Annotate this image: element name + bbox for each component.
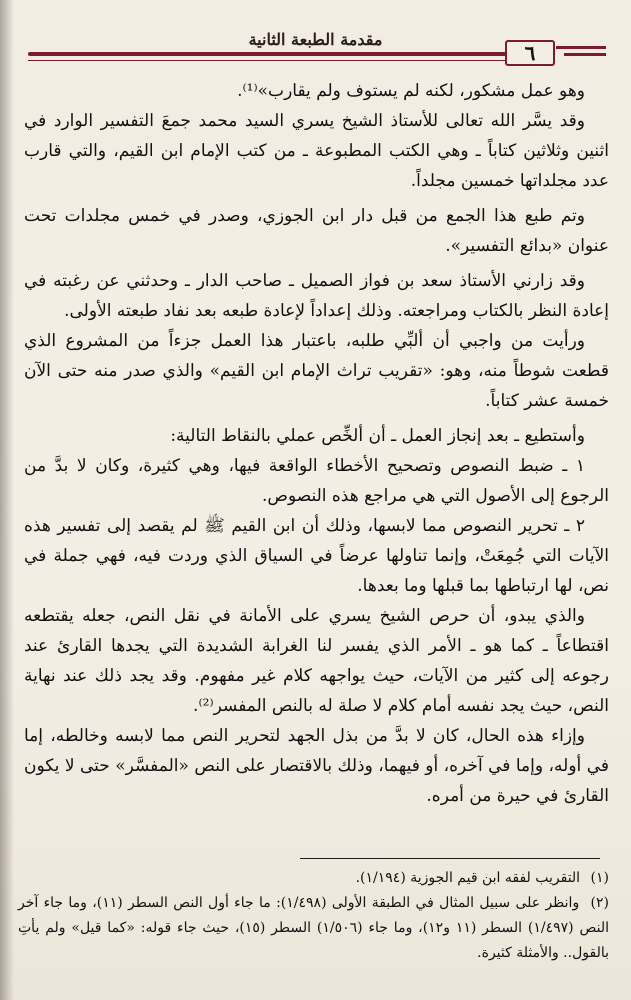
footnote-number: (٢): [590, 895, 609, 911]
header-ornament-dash: [564, 53, 606, 56]
paragraph: والذي يبدو، أن حرص الشيخ يسري على الأمانة في نقل النص، جعله يقتطعه اقتطاعاً ـ كما هو ـ الأمر الذي يفسر لنا الغرابة الشديدة التي يجدها القارئ عند رجوعه إلى كثير من الآيات، حيث يواجهه كلام غير مفهوم. وقد يجد ذلك عند نهاية النص، حيث يجد نفسه أمام كلام لا صلة له بالنص المفسر⁽²⁾.: [24, 606, 609, 716]
paragraph: وإزاء هذه الحال، كان لا بدَّ من بذل الجهد لتحرير النص مما لابسه وخالطه، إما في أوله، وإما في آخره، أو فيهما، وذلك بالاقتصار على النص «المفسَّر» حتى لا يكون القارئ في حيرة من أمره.: [24, 726, 609, 806]
running-title: مقدمة الطبعة الثانية: [248, 30, 383, 49]
page-number: ٦: [505, 40, 555, 66]
page-edge-shadow: [0, 0, 14, 1000]
paragraph: وقد زارني الأستاذ سعد بن فواز الصميل ـ صاحب الدار ـ وحدثني عن رغبته في إعادة النظر بالكتاب ومراجعته. وذلك إعداداً لإعادة طبعه بعد نفاد طبعته الأولى.: [24, 271, 609, 321]
header-ornament-dash: [556, 46, 606, 49]
footnotes: [18, 866, 609, 966]
footnote-text: وانظر على سبيل المثال في الطبقة الأولى (١/٤٩٨): ما جاء أول النص السطر (١١)، وما جاء آخر النص (١/٤٩٧) السطر (١١ و١٢)، وما جاء (١/٥٠٦) السطر (١٥)، حيث جاء قوله: «كما قيل» ولم يأتِ بالقول.. والأمثلة كثيرة.: [18, 895, 609, 961]
footnote-1: [18, 866, 609, 891]
footnote-separator: [300, 858, 600, 859]
page-header: [0, 0, 631, 82]
header-rule: [28, 52, 506, 56]
paragraph: وقد يسَّر الله تعالى للأستاذ الشيخ يسري السيد محمد جمعَ التفسير الوارد في اثنين وثلاثين كتاباً ـ وهي الكتب المطبوعة ـ من كتب الإمام ابن القيم، والتي قارب عدد مجلداتها خمسين مجلداً.: [24, 111, 609, 191]
paragraph: وأستطيع ـ بعد إنجاز العمل ـ أن ألخِّص عملي بالنقاط التالية:: [170, 426, 585, 446]
list-point-2: ٢ ـ تحرير النصوص مما لابسها، وذلك أن ابن القيم ﷺ لم يقصد إلى تفسير هذه الآيات التي جُمِعَتْ، وإنما تناولها عرضاً في السياق الذي وردت فيه، فهي جملة في نص، لها ارتباطها بما قبلها وما بعدها.: [24, 516, 609, 596]
footnote-2: [18, 891, 609, 966]
main-text: [24, 76, 609, 811]
list-point-1: ١ ـ ضبط النصوص وتصحيح الأخطاء الواقعة فيها، وهي كثيرة، وكان لا بدَّ من الرجوع إلى الأصول التي هي مراجع هذه النصوص.: [24, 456, 609, 506]
paragraph: ورأيت من واجبي أن ألبِّي طلبه، باعتبار هذا العمل جزءاً من المشروع الذي قطعت شوطاً منه، وهو: «تقريب تراث الإمام ابن القيم» والذي صدر منه حتى الآن خمسة عشر كتاباً.: [24, 331, 609, 411]
footnote-number: (١): [590, 870, 609, 886]
paragraph: وهو عمل مشكور، لكنه لم يستوف ولم يقارب»⁽¹⁾.: [237, 81, 585, 101]
footnote-text: التقريب لفقه ابن قيم الجوزية (١/١٩٤).: [355, 870, 581, 886]
paragraph: وتم طبع هذا الجمع من قبل دار ابن الجوزي، وصدر في خمس مجلدات تحت عنوان «بدائع التفسير».: [24, 206, 609, 256]
header-rule-thin: [28, 60, 506, 61]
